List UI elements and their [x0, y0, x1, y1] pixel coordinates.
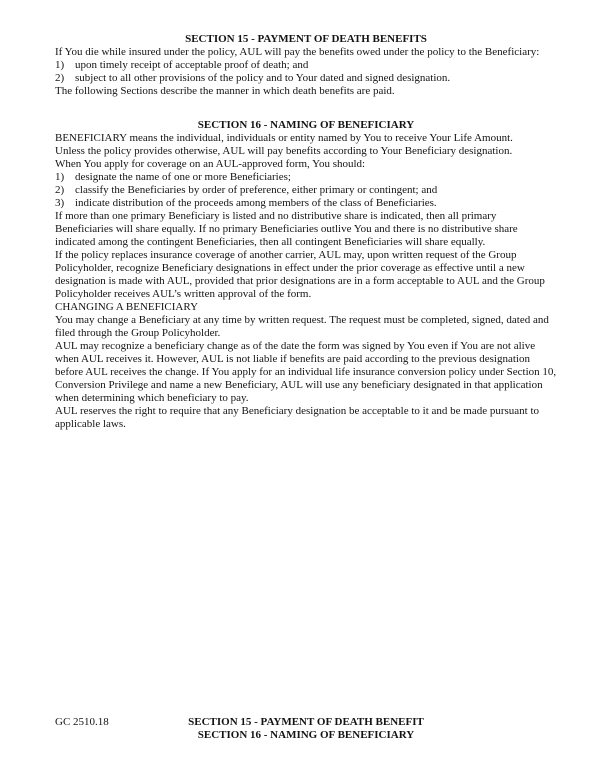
list-item-text: classify the Beneficiaries by order of preference, either primary or contingent; and	[75, 184, 438, 196]
page-footer	[55, 716, 557, 742]
list-item-text: designate the name of one or more Beneficiaries;	[75, 171, 291, 183]
prior-coverage-paragraph: If the policy replaces insurance coverage of another carrier, AUL may, upon written request of the Group Policyholder, recognize Beneficiary designations in effect under the prior coverage as effective until a new designation is made with AUL, provided that prior designations are in a form acceptable to AUL and the Group Policyholder receives AUL’s written approval of the form.	[55, 249, 545, 300]
change-recognition-paragraph: AUL may recognize a beneficiary change as of the date the form was signed by You even if You are not alive when AUL receives it. However, AUL is not liable if benefits are paid according to the previous designation before AUL receives the change. If You apply for an individual life insurance conversion policy under Section 10, Conversion Privilege and name a new Beneficiary, AUL will use any beneficiary designated in that application when determining which beneficiary to pay.	[55, 340, 557, 404]
running-title	[55, 716, 557, 742]
list-item	[55, 59, 557, 72]
running-title-line-2: SECTION 16 - NAMING OF BENEFICIARY	[197, 729, 415, 741]
list-item	[55, 184, 557, 197]
unless-policy-paragraph: Unless the policy provides otherwise, AUL will pay benefits according to Your Beneficiary designation.	[55, 145, 513, 157]
section-16-title: SECTION 16 - NAMING OF BENEFICIARY	[197, 119, 415, 131]
list-item-number: 1)	[55, 59, 65, 71]
list-item-text: indicate distribution of the proceeds among members of the class of Beneficiaries.	[75, 197, 437, 209]
list-item-number: 2)	[55, 184, 65, 196]
section-15-title: SECTION 15 - PAYMENT OF DEATH BENEFITS	[185, 33, 427, 45]
change-request-paragraph: You may change a Beneficiary at any time by written request. The request must be completed, signed, dated and filed through the Group Policyholder.	[55, 314, 549, 339]
reserves-right-paragraph: AUL reserves the right to require that any Beneficiary designation be acceptable to it and be made pursuant to applicable laws.	[55, 405, 540, 430]
list-item-text: upon timely receipt of acceptable proof of death; and	[75, 59, 309, 71]
running-title-line-1: SECTION 15 - PAYMENT OF DEATH BENEFIT	[188, 716, 424, 728]
list-item	[55, 197, 557, 210]
list-item-text: subject to all other provisions of the policy and to Your dated and signed designation.	[75, 72, 451, 84]
apply-intro-paragraph: When You apply for coverage on an AUL-approved form, You should:	[55, 158, 366, 170]
list-item-number: 2)	[55, 72, 65, 84]
list-item	[55, 171, 557, 184]
beneficiary-definition-paragraph: BENEFICIARY means the individual, individuals or entity named by You to receive Your Life Amount.	[55, 132, 513, 144]
list-item-number: 1)	[55, 171, 65, 183]
section-15-numbered-list	[55, 59, 557, 85]
share-equally-paragraph: If more than one primary Beneficiary is listed and no distributive share is indicated, then all primary Beneficiaries will share equally. If no primary Beneficiaries outlive You and there is no distributive share indicated among the contingent Beneficiaries, then all contingent Beneficiaries will share equally.	[55, 210, 518, 248]
section-15-closing-paragraph: The following Sections describe the manner in which death benefits are paid.	[55, 85, 395, 97]
list-item	[55, 72, 557, 85]
form-number: GC 2510.18	[55, 716, 109, 728]
section-16-numbered-list	[55, 171, 557, 210]
list-item-number: 3)	[55, 197, 65, 209]
section-15-intro-paragraph: If You die while insured under the policy, AUL will pay the benefits owed under the policy to the Beneficiary:	[55, 46, 540, 58]
changing-beneficiary-subheading: CHANGING A BENEFICIARY	[55, 301, 199, 313]
